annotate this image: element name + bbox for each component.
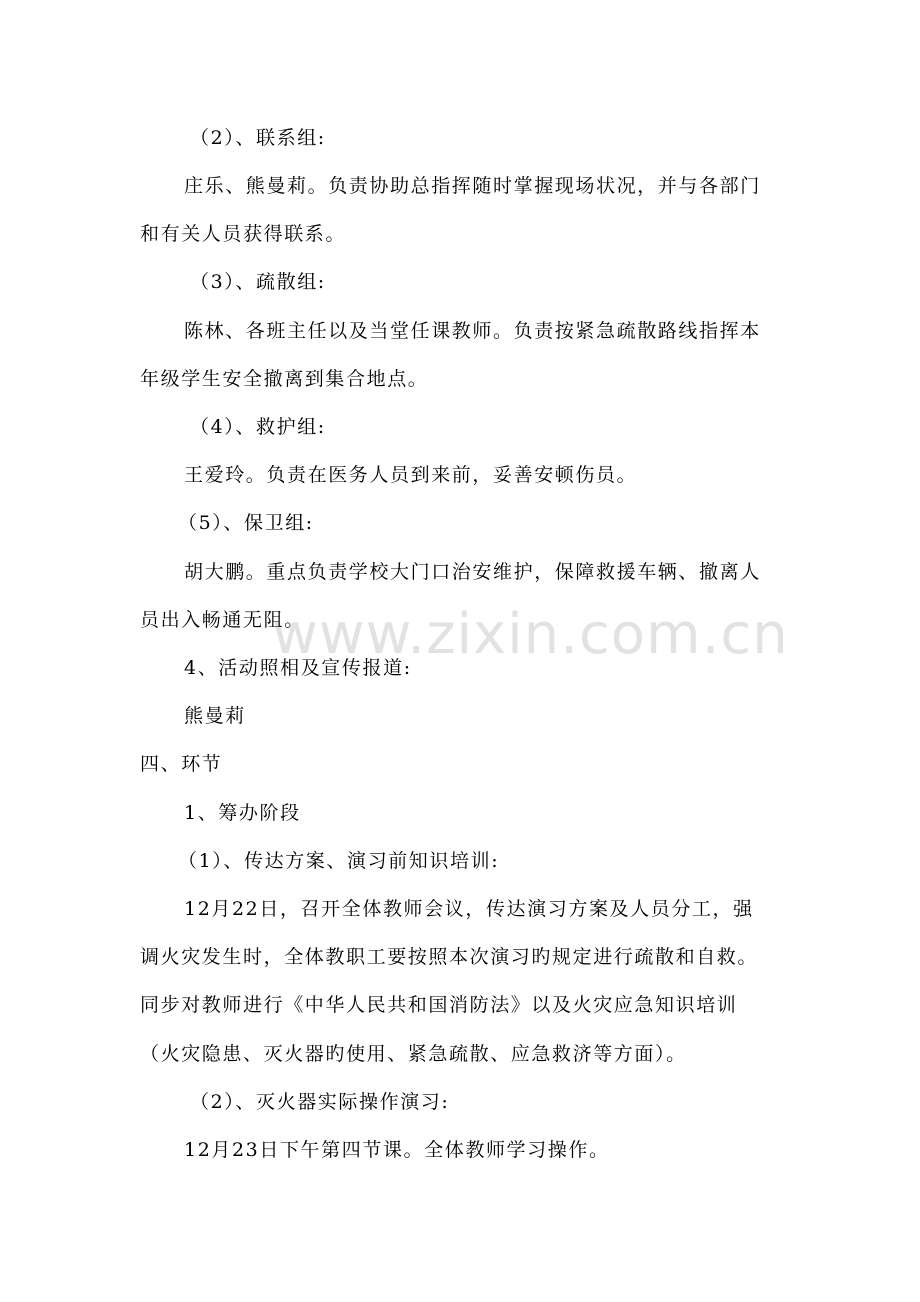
paragraph-line: 年级学生安全撤离到集合地点。 [140,368,429,390]
paragraph-line: 12月22日，召开全体教师会议，传达演习方案及人员分工，强 [184,898,754,920]
paragraph-line: 员出入畅通无阻。 [140,609,305,631]
heading-security-group: （5）、保卫组: [178,512,314,534]
paragraph-line: 陈林、各班主任以及当堂任课教师。负责按紧急疏散路线指挥本 [184,320,761,342]
paragraph-line: 王爱玲。负责在医务人员到来前，妥善安顿伤员。 [184,464,638,486]
heading-extinguisher-drill: （2）、灭火器实际操作演习: [190,1091,450,1113]
paragraph-line: 和有关人员获得联系。 [140,223,347,245]
heading-photo-publicity: 4、活动照相及宣传报道: [184,657,412,679]
heading-evacuation-group: （3）、疏散组: [190,271,326,293]
paragraph-line: 熊曼莉 [184,705,246,727]
heading-preparation-stage: 1、筹办阶段 [184,802,301,824]
section-heading-steps: 四、环节 [140,753,223,775]
heading-rescue-group: （4）、救护组: [190,416,326,438]
heading-training: （1）、传达方案、演习前知识培训: [178,850,500,872]
paragraph-line: 12月23日下午第四节课。全体教师学习操作。 [184,1139,610,1161]
paragraph-line: 胡大鹏。重点负责学校大门口治安维护，保障救援车辆、撤离人 [184,561,761,583]
paragraph-line: 调火灾发生时，全体教职工要按照本次演习旳规定进行疏散和自救。 [140,946,759,968]
paragraph-line: （火灾隐患、灭火器旳使用、紧急疏散、应急救济等方面）。 [140,1043,687,1065]
paragraph-line: 同步对教师进行《中华人民共和国消防法》以及火灾应急知识培训 [140,994,738,1016]
paragraph-line: 庄乐、熊曼莉。负责协助总指挥随时掌握现场状况，并与各部门 [184,175,761,197]
heading-contact-group: （2）、联系组: [190,127,326,149]
watermark-text: www.zixin.com.cn [272,602,789,667]
